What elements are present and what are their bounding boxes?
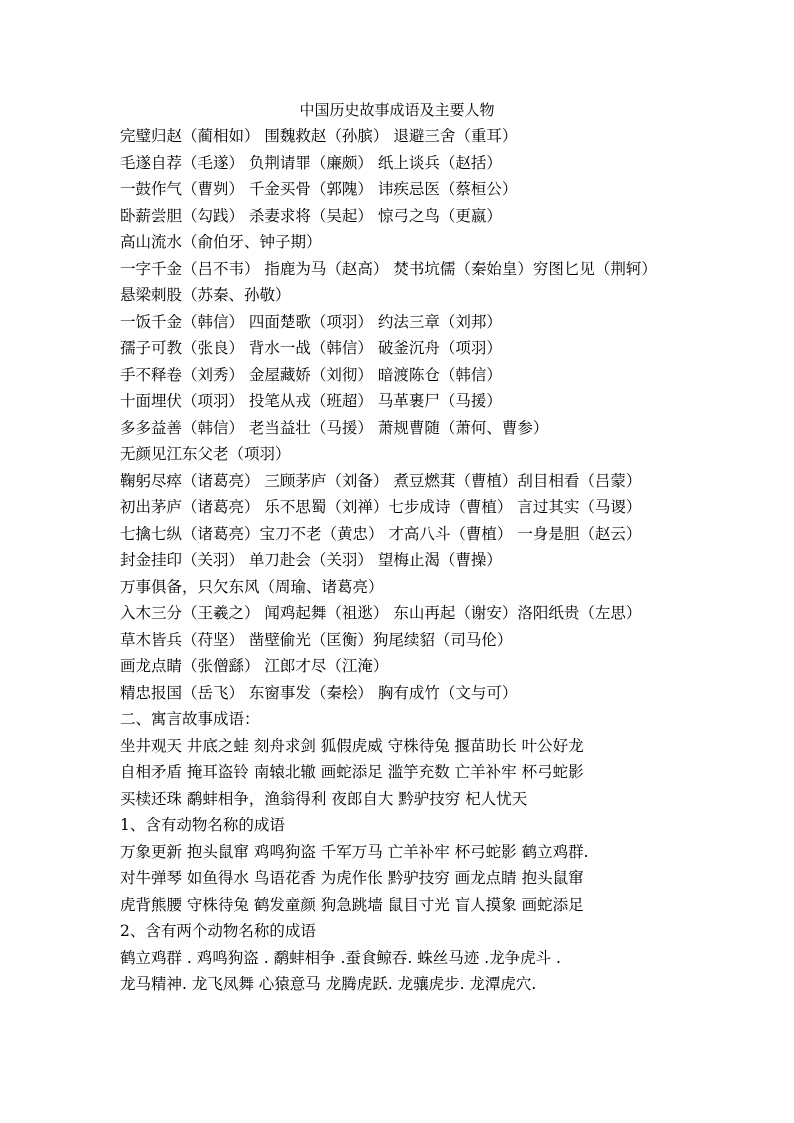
text-line: 草木皆兵（苻坚） 凿壁偷光（匡衡）狗尾续貂（司马伦） (120, 630, 513, 649)
text-line: 万象更新 抱头鼠窜 鸡鸣狗盗 千军万马 亡羊补牢 杯弓蛇影 鹤立鸡群. (120, 842, 589, 861)
text-line: 坐井观天 井底之蛙 刻舟求剑 狐假虎威 守株待兔 揠苗助长 叶公好龙 (120, 736, 584, 755)
text-line: 对牛弹琴 如鱼得水 鸟语花香 为虎作伥 黔驴技穷 画龙点睛 抱头鼠窜 (120, 869, 584, 887)
text-line: 一饭千金（韩信） 四面楚歌（项羽） 约法三章（刘邦） (120, 312, 502, 331)
text-line: 鹤立鸡群 . 鸡鸣狗盗 . 鹬蚌相争 .蚕食鲸吞. 蛛丝马迹 .龙争虎斗 . (120, 948, 561, 967)
document-title: 中国历史故事成语及主要人物 (299, 101, 495, 119)
text-line: 一鼓作气（曹刿） 千金买骨（郭隗） 讳疾忌医（蔡桓公） (120, 180, 518, 198)
section-heading: 二、寓言故事成语： (120, 710, 260, 728)
text-line: 画龙点睛（张僧繇） 江郎才尽（江淹） (120, 657, 389, 675)
text-line: 封金挂印（关羽） 单刀赴会（关羽） 望梅止渴（曹操） (120, 551, 502, 569)
text-line: 无颜见江东父老（项羽） (120, 445, 291, 463)
text-line: 龙马精神. 龙飞凤舞 心猿意马 龙腾虎跃. 龙骧虎步. 龙潭虎穴. (120, 975, 537, 993)
section-heading: 2、含有两个动物名称的成语 (120, 922, 316, 940)
text-line: 一字千金（吕不韦） 指鹿为马（赵高） 焚书坑儒（秦始皇）穷图匕见（荆轲） (120, 259, 657, 278)
text-line: 孺子可教（张良） 背水一战（韩信） 破釜沉舟（项羽） (120, 339, 502, 357)
text-line: 万事俱备，只欠东风（周瑜、诸葛亮） (120, 577, 384, 596)
document-body (120, 123, 780, 998)
text-line: 毛遂自荐（毛遂） 负荆请罪（廉颇） 纸上谈兵（赵括） (120, 153, 502, 172)
text-line: 悬梁刺股（苏秦、孙敬） (120, 286, 291, 304)
text-line: 买椟还珠 鹬蚌相争，渔翁得利 夜郎自大 黔驴技穷 杞人忧天 (120, 789, 528, 808)
section-heading: 1、含有动物名称的成语 (120, 816, 285, 834)
text-line: 卧薪尝胆（勾践） 杀妻求将（吴起） 惊弓之鸟（更嬴） (120, 206, 502, 225)
text-line: 鞠躬尽瘁（诸葛亮） 三顾茅庐（刘备） 煮豆燃萁（曹植）刮目相看（吕蒙） (120, 471, 642, 490)
text-line: 高山流水（俞伯牙、钟子期） (120, 233, 322, 251)
text-line: 初出茅庐（诸葛亮） 乐不思蜀（刘禅）七步成诗（曹植） 言过其实（马谡） (120, 498, 642, 516)
text-line: 精忠报国（岳飞） 东窗事发（秦桧） 胸有成竹（文与可） (120, 683, 518, 702)
text-line: 手不释卷（刘秀） 金屋藏娇（刘彻） 暗渡陈仓（韩信） (120, 365, 502, 384)
text-line: 自相矛盾 掩耳盗铃 南辕北辙 画蛇添足 滥竽充数 亡羊补牢 杯弓蛇影 (120, 763, 584, 781)
text-line: 虎背熊腰 守株待兔 鹤发童颜 狗急跳墙 鼠目寸光 盲人摸象 画蛇添足 (120, 895, 584, 914)
text-line: 完璧归赵（蔺相如） 围魏救赵（孙膑） 退避三舍（重耳） (120, 127, 518, 145)
text-line: 入木三分（王羲之） 闻鸡起舞（祖逖） 东山再起（谢安）洛阳纸贵（左思） (120, 604, 642, 622)
text-line: 十面埋伏（项羽） 投笔从戎（班超） 马革裹尸（马援） (120, 392, 502, 410)
text-line: 多多益善（韩信） 老当益壮（马援） 萧规曹随（萧何、曹参） (120, 418, 549, 437)
text-line: 七擒七纵（诸葛亮）宝刀不老（黄忠） 才高八斗（曹植） 一身是胆（赵云） (120, 524, 642, 543)
